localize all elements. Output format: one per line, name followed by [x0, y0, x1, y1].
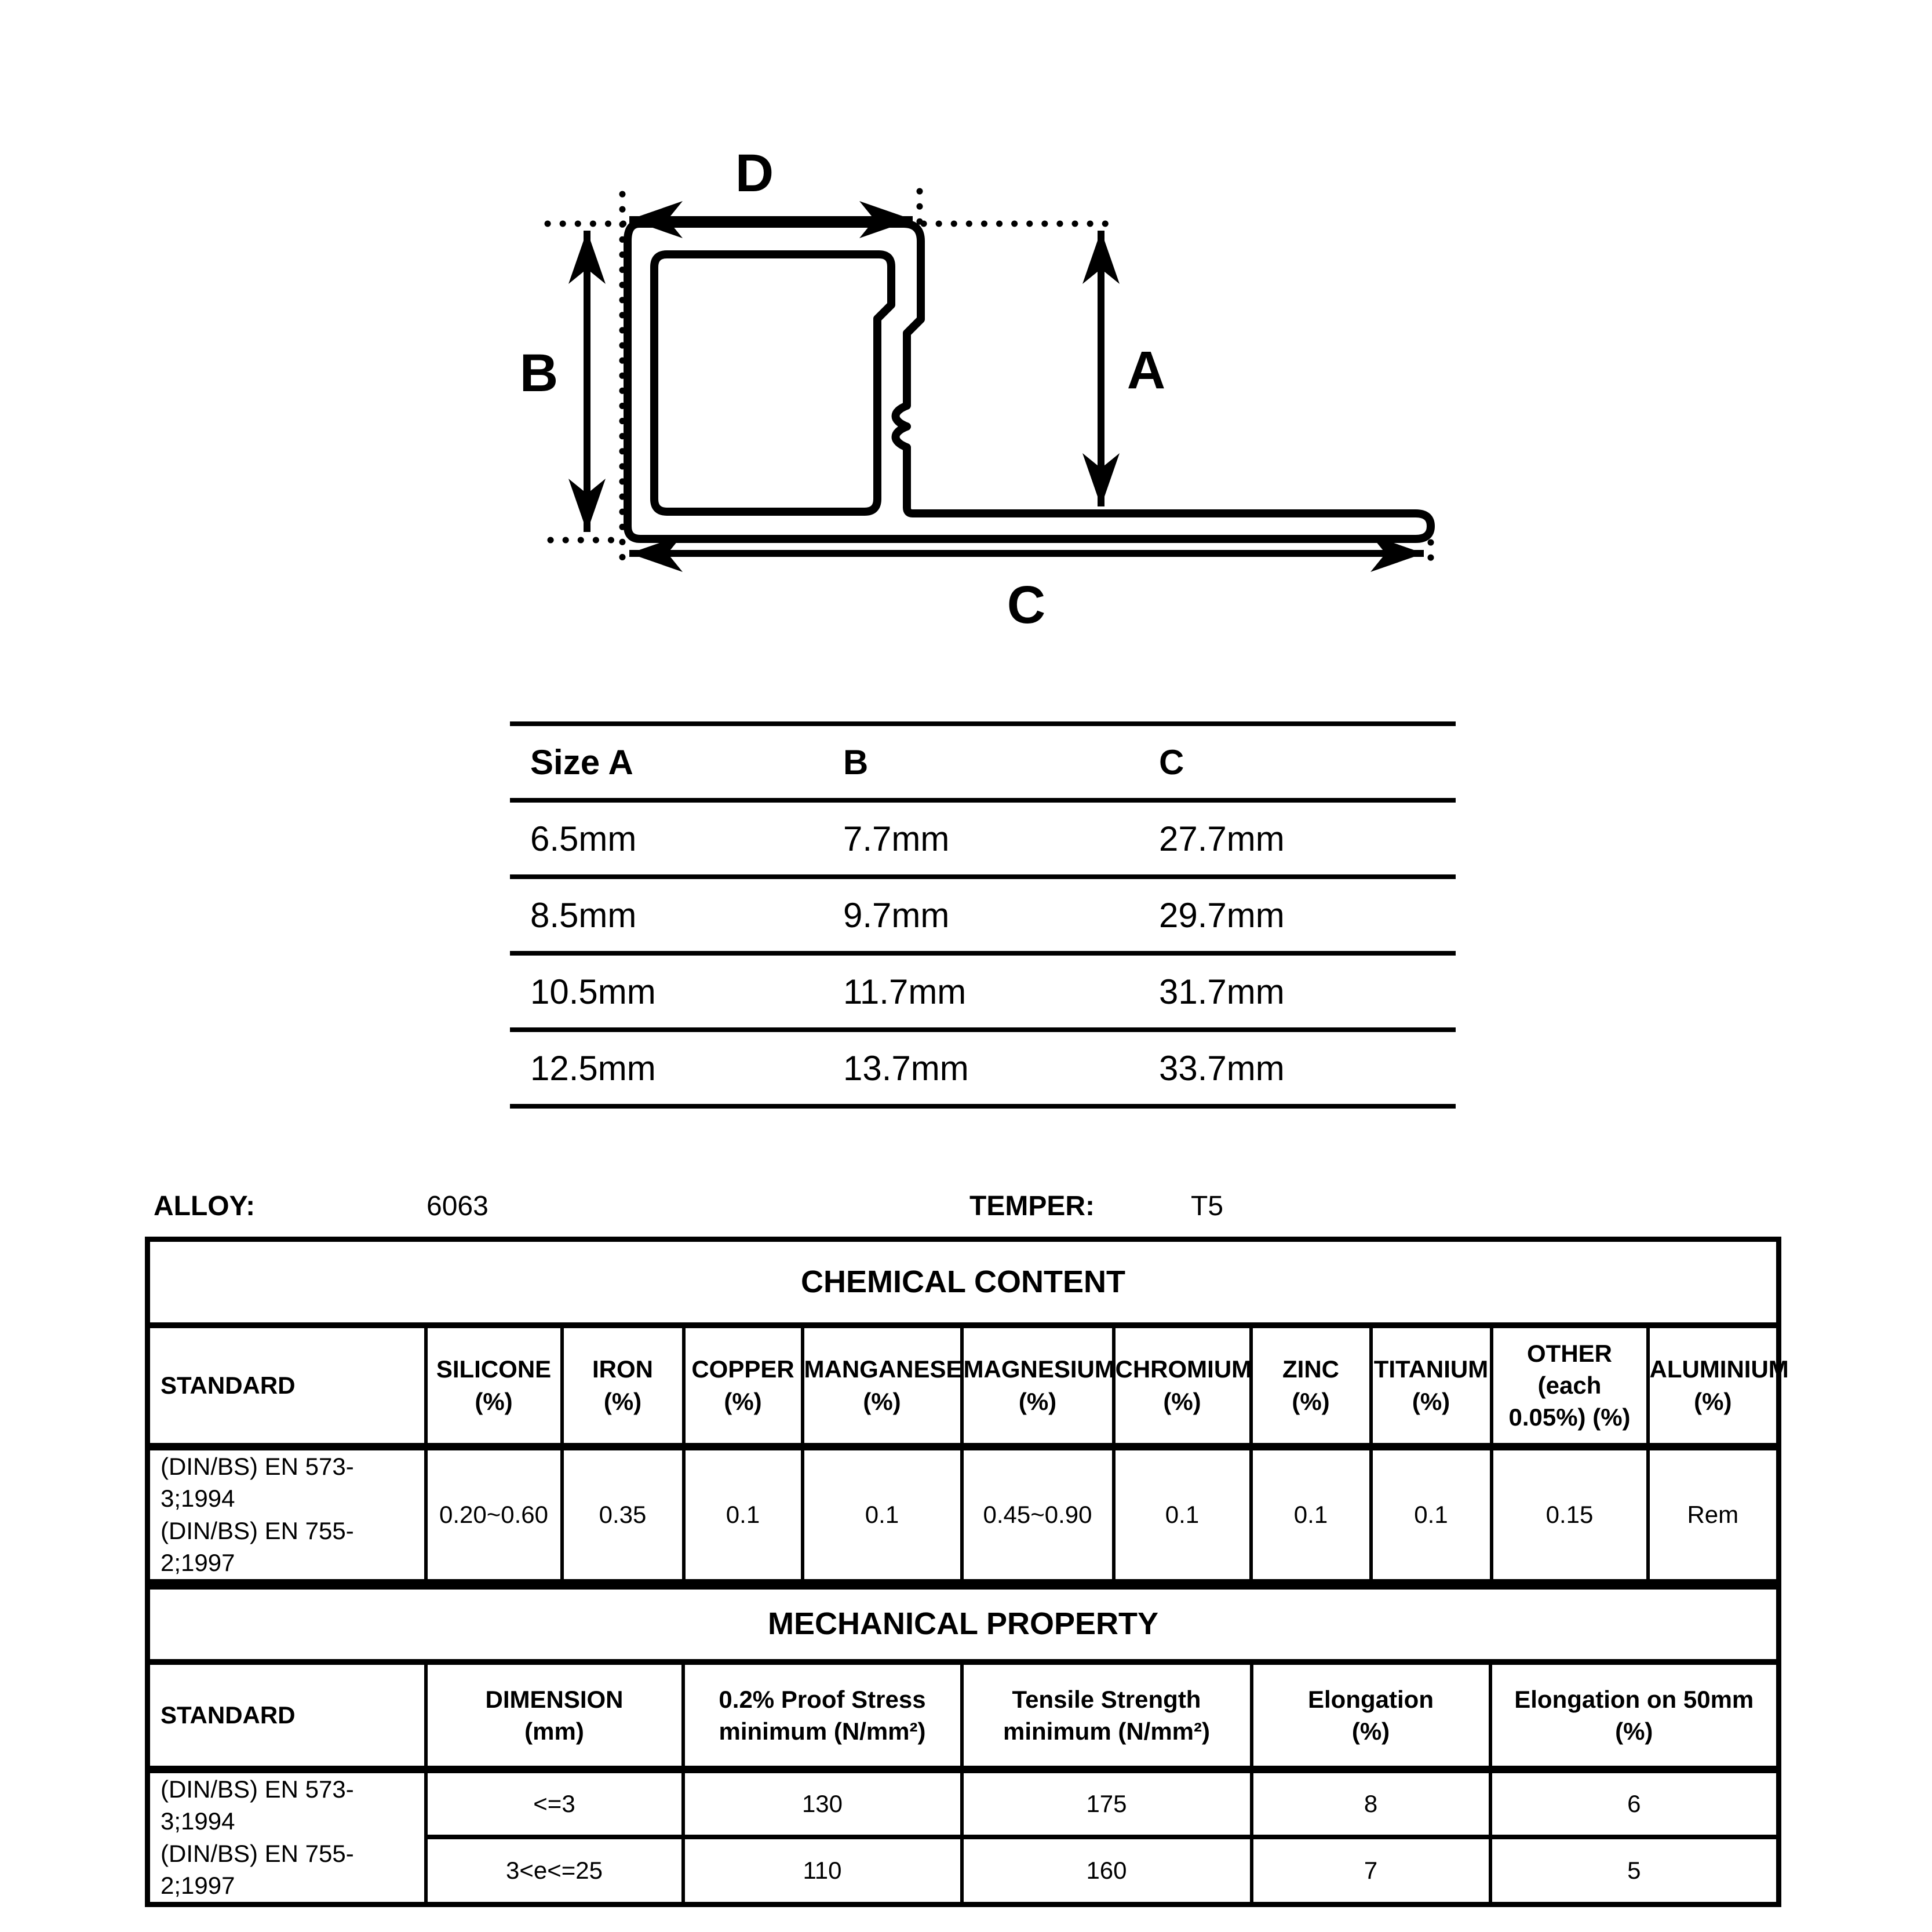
chem-header-titanium	[1371, 1325, 1492, 1447]
chemical-table-title: CHEMICAL CONTENT	[148, 1240, 1779, 1325]
mech-proof-stress-value: 130	[683, 1769, 962, 1836]
mech-header-tensile-strength	[962, 1662, 1252, 1769]
size-table-row	[510, 953, 1456, 1030]
mech-header-line2: (%)	[1351, 1718, 1390, 1745]
size-a-value: 6.5mm	[530, 819, 637, 858]
mech-header-line1: 0.2% Proof Stress	[719, 1685, 926, 1713]
mech-dimension-value: <=3	[426, 1769, 683, 1836]
chem-header-name: COPPER	[691, 1355, 794, 1383]
standard-line: (DIN/BS) EN 573-3;1994	[161, 1453, 354, 1512]
size-table-header-row	[510, 724, 1456, 800]
size-table-row	[510, 800, 1456, 877]
size-c-value: 33.7mm	[1159, 1048, 1285, 1088]
size-table-row	[510, 1030, 1456, 1106]
size-table	[510, 721, 1456, 1109]
chem-header-magnesium	[962, 1325, 1114, 1447]
chem-value-titanium: 0.1	[1371, 1447, 1492, 1582]
dim-label-d: D	[735, 144, 774, 203]
mech-header-line1: Elongation on 50mm	[1514, 1685, 1754, 1713]
dim-label-c: C	[1007, 575, 1046, 635]
chem-header-unit: (%)	[863, 1387, 901, 1415]
chem-header-name: SILICONE	[436, 1355, 552, 1383]
spec-tables-block	[145, 1237, 1787, 1907]
mech-header-line2: minimum (N/mm²)	[1003, 1718, 1210, 1745]
standard-line: (DIN/BS) EN 755-2;1997	[161, 1517, 354, 1577]
chem-header-unit: (%)	[724, 1387, 762, 1415]
mech-header-line1: Tensile Strength	[1012, 1685, 1201, 1713]
mech-elongation-50mm-value: 6	[1490, 1769, 1779, 1836]
mech-dimension-value: 3<e<=25	[426, 1837, 683, 1904]
chem-header-zinc	[1251, 1325, 1371, 1447]
mech-header-elongation	[1252, 1662, 1490, 1769]
chemical-header-row	[148, 1325, 1779, 1447]
mechanical-data-row	[148, 1769, 1779, 1836]
chem-header-iron	[562, 1325, 684, 1447]
chem-header-name: MANGANESE	[804, 1355, 963, 1383]
chem-value-chromium: 0.1	[1114, 1447, 1251, 1582]
chem-value-iron: 0.35	[562, 1447, 684, 1582]
mech-proof-stress-value: 110	[683, 1837, 962, 1904]
size-b-value: 7.7mm	[843, 819, 950, 858]
mechanical-property-table	[145, 1584, 1781, 1907]
chem-header-name: OTHER (each	[1527, 1339, 1612, 1399]
temper-label: TEMPER:	[969, 1191, 1095, 1222]
dim-label-b: B	[519, 344, 559, 403]
chem-value-copper: 0.1	[684, 1447, 803, 1582]
size-c-value: 27.7mm	[1159, 819, 1285, 858]
size-a-value: 10.5mm	[530, 972, 656, 1011]
size-col-header-b: B	[843, 742, 869, 782]
chem-header-name: CHROMIUM	[1115, 1355, 1252, 1383]
mech-tensile-value: 160	[962, 1837, 1252, 1904]
chem-value-magnesium: 0.45~0.90	[962, 1447, 1114, 1582]
dim-label-a: A	[1127, 341, 1166, 400]
size-b-value: 9.7mm	[843, 895, 950, 935]
profile-outline	[628, 224, 1431, 539]
chem-header-unit: (%)	[603, 1387, 642, 1415]
chem-header-name: MAGNESIUM	[963, 1355, 1115, 1383]
chem-header-unit: (%)	[1018, 1387, 1057, 1415]
chem-header-name: ZINC	[1282, 1355, 1339, 1383]
chem-standard-cell	[148, 1447, 426, 1582]
standard-line: (DIN/BS) EN 573-3;1994	[161, 1775, 354, 1835]
chem-header-aluminium	[1648, 1325, 1789, 1447]
mech-elongation-value: 7	[1252, 1837, 1490, 1904]
size-a-value: 12.5mm	[530, 1048, 656, 1088]
chemical-content-table	[145, 1237, 1789, 1584]
standard-line: (DIN/BS) EN 755-2;1997	[161, 1839, 354, 1900]
chem-header-standard: STANDARD	[148, 1325, 426, 1447]
mech-elongation-50mm-value: 5	[1490, 1837, 1779, 1904]
chem-header-unit: 0.05%) (%)	[1508, 1404, 1631, 1431]
mechanical-table-title: MECHANICAL PROPERTY	[148, 1587, 1779, 1662]
chem-header-unit: (%)	[1163, 1387, 1201, 1415]
chem-value-aluminium: Rem	[1648, 1447, 1779, 1582]
chem-header-silicone	[426, 1325, 562, 1447]
size-col-header-c: C	[1159, 742, 1184, 782]
chem-value-zinc: 0.1	[1251, 1447, 1371, 1582]
mech-elongation-value: 8	[1252, 1769, 1490, 1836]
mech-header-line1: Elongation	[1308, 1685, 1434, 1713]
temper-value: T5	[1191, 1191, 1224, 1222]
profile-diagram	[493, 99, 1478, 649]
chemical-data-row	[148, 1447, 1779, 1582]
alloy-value: 6063	[427, 1191, 489, 1222]
size-a-value: 8.5mm	[530, 895, 637, 935]
chem-header-other	[1492, 1325, 1648, 1447]
chem-header-manganese	[803, 1325, 962, 1447]
mechanical-header-row	[148, 1662, 1779, 1769]
mech-header-elongation-50mm	[1490, 1662, 1779, 1769]
mech-header-proof-stress	[683, 1662, 962, 1769]
mech-header-standard: STANDARD	[148, 1662, 426, 1769]
alloy-label: ALLOY:	[154, 1191, 256, 1222]
chem-value-manganese: 0.1	[803, 1447, 962, 1582]
chem-header-chromium	[1114, 1325, 1251, 1447]
chem-header-unit: (%)	[1292, 1387, 1330, 1415]
chem-header-unit: (%)	[1412, 1387, 1450, 1415]
mech-header-line2: minimum (N/mm²)	[719, 1718, 926, 1745]
mechanical-title-row	[148, 1587, 1779, 1662]
size-c-value: 29.7mm	[1159, 895, 1285, 935]
size-b-value: 13.7mm	[843, 1048, 969, 1088]
mech-standard-cell	[148, 1769, 426, 1904]
alloy-temper-line	[145, 1183, 1776, 1230]
chem-header-copper	[684, 1325, 803, 1447]
size-col-header-a: Size A	[530, 742, 633, 782]
chem-header-name: ALUMINIUM	[1649, 1355, 1789, 1383]
size-b-value: 11.7mm	[843, 972, 967, 1011]
mech-header-line1: DIMENSION	[485, 1685, 624, 1713]
mech-header-dimension	[426, 1662, 683, 1769]
chem-header-name: IRON	[592, 1355, 653, 1383]
mech-header-line2: (mm)	[524, 1718, 584, 1745]
mech-tensile-value: 175	[962, 1769, 1252, 1836]
mech-header-line2: (%)	[1615, 1718, 1653, 1745]
chem-header-name: TITANIUM	[1373, 1355, 1489, 1383]
chemical-title-row	[148, 1240, 1779, 1325]
chem-header-unit: (%)	[475, 1387, 513, 1415]
chem-value-other: 0.15	[1492, 1447, 1648, 1582]
size-table-row	[510, 877, 1456, 953]
profile-cavity	[654, 254, 891, 512]
chem-header-unit: (%)	[1694, 1387, 1732, 1415]
size-c-value: 31.7mm	[1159, 972, 1285, 1011]
chem-value-silicone: 0.20~0.60	[426, 1447, 562, 1582]
